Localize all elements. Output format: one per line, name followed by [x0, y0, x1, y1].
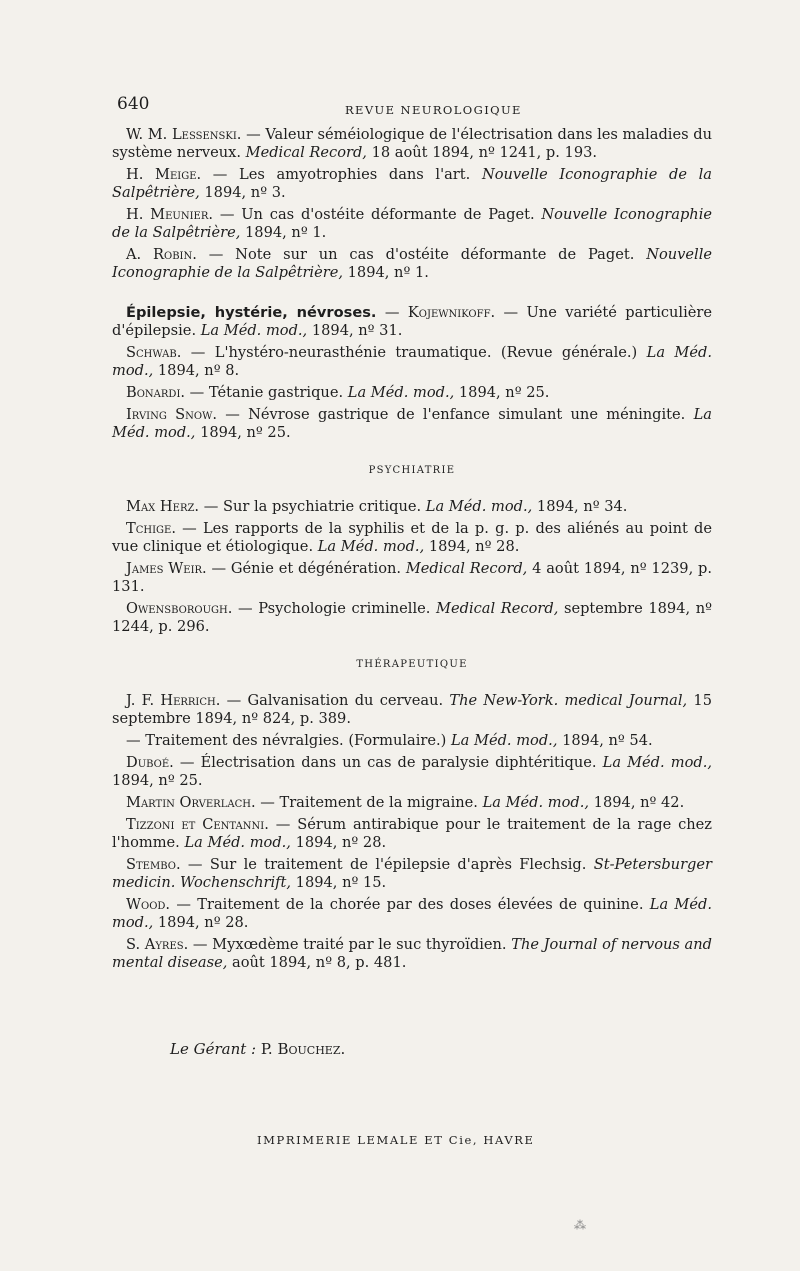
entry-ref: 1894, nº 1. [342, 264, 429, 281]
bib-entry [112, 384, 712, 402]
entry-author: Max Herz. [126, 498, 200, 515]
entry-source: La Méd. mod., [112, 344, 712, 379]
page-number: 640 [117, 94, 150, 114]
therapeutique-section [112, 692, 712, 972]
bib-entry [112, 246, 712, 282]
section-title-psychiatrie: PSYCHIATRIE [368, 465, 456, 476]
entry-author: J. F. Herrich. [126, 692, 221, 709]
library-stamp-icon: ⁂ [574, 1218, 586, 1232]
entry-ref: 15 septembre 1894, nº 824, p. 389. [112, 692, 712, 727]
bib-entry [112, 692, 712, 728]
bib-entry [112, 816, 712, 852]
entry-source: The New-York. medical Journal, [449, 692, 688, 709]
entry-source: La Méd. mod., [602, 754, 712, 771]
section-title-therapeutique: THÉRAPEUTIQUE [356, 659, 468, 670]
entry-ref: 1894, nº 15. [291, 874, 387, 891]
entry-source: La Méd. mod., [112, 406, 712, 441]
entry-title: — Électrisation dans un cas de paralysie diphtéritique. [173, 754, 603, 771]
entry-ref: 1894, nº 8. [153, 362, 240, 379]
entry-title: — Psychologie criminelle. [232, 600, 437, 617]
bib-entry [112, 344, 712, 380]
gerant-label: Le Gérant : [170, 1040, 257, 1058]
entry-title: — Sur la psychiatrie critique. [199, 498, 426, 515]
entry-author: Duboé. [126, 754, 174, 771]
entry-ref: 1894, nº 28. [424, 538, 520, 555]
entry-source: Nouvelle Iconographie de la Salpêtrière, [112, 166, 712, 201]
bib-entry [112, 520, 712, 556]
entry-author: Schwab. [126, 344, 182, 361]
entry-author: Wood. [126, 896, 171, 913]
entry-ref: 1894, nº 42. [589, 794, 685, 811]
entry-source: La Méd. mod., [184, 834, 291, 851]
entry-source: Medical Record, [405, 560, 528, 577]
bib-entry [112, 498, 712, 516]
entry-title: — Sérum antirabique pour le traitement de la rage chez l'homme. [112, 816, 712, 851]
entry-source: La Méd. mod., [347, 384, 455, 401]
entry-source: La Méd. mod., [450, 732, 558, 749]
bib-entry [112, 406, 712, 442]
entry-source: La Méd. mod., [482, 794, 590, 811]
entry-ref: 1894, nº 3. [199, 184, 286, 201]
entry-author: Owensborough. [126, 600, 233, 617]
entry-author: H. Meige. [126, 166, 202, 183]
gerant-name: P. Bouchez. [260, 1040, 346, 1058]
entry-author: Tizzoni et Centanni. [126, 816, 269, 833]
entry-title: — Valeur séméiologique de l'électrisation dans les maladies du système nerveux. [112, 126, 712, 161]
entry-ref: 1894, nº 31. [307, 322, 403, 339]
entry-title: — Un cas d'ostéite déformante de Paget. [213, 206, 542, 223]
entry-title: — Traitement des névralgies. (Formulaire.) [126, 732, 451, 749]
entry-ref: 1894, nº 1. [240, 224, 327, 241]
printer-imprint: IMPRIMERIE LEMALE ET Cie, HAVRE [257, 1133, 535, 1147]
section-gap [112, 286, 712, 304]
entry-title: — Galvanisation du cerveau. [220, 692, 450, 709]
entry-title: — Sur le traitement de l'épilepsie d'après Flechsig. [180, 856, 594, 873]
entry-author: H. Meunier. [126, 206, 214, 223]
entry-title: — Myxœdème traité par le suc thyroïdien. [188, 936, 512, 953]
section-subheading: Épilepsie, hystérie, névroses. [126, 304, 377, 321]
entry-source: Nouvelle Iconographie de la Salpêtrière, [112, 206, 713, 241]
bib-entry [112, 754, 712, 790]
entry-source: St-Petersburger medicin. Wochenschrift, [112, 856, 712, 891]
entry-ref: 4 août 1894, nº 1239, p. 131. [112, 560, 712, 595]
entry-source: La Méd. mod., [112, 896, 712, 931]
entry-title: — Névrose gastrique de l'enfance simulant une méningite. [217, 406, 694, 423]
bib-entry [112, 936, 712, 972]
gerant-signature [170, 1040, 345, 1058]
entry-source: La Méd. mod., [317, 538, 425, 555]
epilepsie-section [112, 304, 712, 442]
entry-title: — Une variété particulière d'épilepsie. [112, 304, 713, 339]
entry-ref: 1894, nº 25. [195, 424, 291, 441]
entry-author: S. Ayres. [126, 936, 189, 953]
entry-ref: septembre 1894, nº 1244, p. 296. [112, 600, 712, 635]
bib-entry: Épilepsie, hystérie, névroses. — Kojewnikoff. — Une variété particulière d'épilepsie. La Méd. mod., 1894, nº 31. [112, 304, 713, 339]
entry-title: — Tétanie gastrique. [185, 384, 348, 401]
entry-ref: août 1894, nº 8, p. 481. [227, 954, 407, 971]
entry-author: Bonardi. [126, 384, 186, 401]
block1-list [112, 126, 712, 282]
entry-title: — Les amyotrophies dans l'art. [201, 166, 482, 183]
bib-entry [112, 794, 712, 812]
bib-entry [112, 732, 712, 750]
entry-source: Medical Record, [245, 144, 367, 161]
running-title: REVUE NEUROLOGIQUE [345, 103, 522, 117]
entry-title: — L'hystéro-neurasthénie traumatique. (Revue générale.) [181, 344, 647, 361]
entry-author: Kojewnikoff. [407, 304, 496, 321]
entry-ref: 18 août 1894, nº 1241, p. 193. [366, 144, 598, 161]
entry-title: — Les rapports de la syphilis et de la p. g. p. des aliénés au point de vue clinique et étiologique. [112, 520, 712, 555]
bibliography-content [112, 126, 712, 976]
entry-title: — Génie et dégénération. [206, 560, 406, 577]
entry-author: Martin Orverlach. [126, 794, 256, 811]
entry-ref: 1894, nº 28. [290, 834, 387, 851]
entry-source: La Méd. mod., [200, 322, 308, 339]
entry-title: — Note sur un cas d'ostéite déformante de Paget. [196, 246, 647, 263]
entry-source: Nouvelle Iconographie de la Salpêtrière, [112, 246, 712, 281]
entry-author: Stembo. [126, 856, 181, 873]
entry-title: — Traitement de la migraine. [255, 794, 483, 811]
bib-entry [112, 166, 712, 202]
entry-author: W. M. Lessenski. [126, 126, 242, 143]
entry-author: A. Robin. [126, 246, 197, 263]
entry-source: The Journal of nervous and mental disease, [112, 936, 712, 971]
bib-entry [112, 126, 712, 162]
bib-entry [112, 856, 712, 892]
entry-ref: 1894, nº 28. [153, 914, 249, 931]
bib-entry [112, 206, 712, 242]
entry-author: Irving Snow. [126, 406, 217, 423]
entry-ref: 1894, nº 54. [557, 732, 653, 749]
entry-author: James Weir. [126, 560, 207, 577]
entry-ref: 1894, nº 25. [454, 384, 550, 401]
entry-source: Medical Record, [436, 600, 559, 617]
entry-title: — Traitement de la chorée par des doses élevées de quinine. [170, 896, 650, 913]
entry-source: La Méd. mod., [425, 498, 533, 515]
bib-entry [112, 560, 712, 596]
psychiatrie-section [112, 498, 712, 636]
entry-ref: 1894, nº 34. [532, 498, 628, 515]
bib-entry [112, 600, 712, 636]
entry-ref: 1894, nº 25. [112, 772, 203, 789]
bib-entry [112, 896, 712, 932]
entry-author: Tchige. [126, 520, 176, 537]
